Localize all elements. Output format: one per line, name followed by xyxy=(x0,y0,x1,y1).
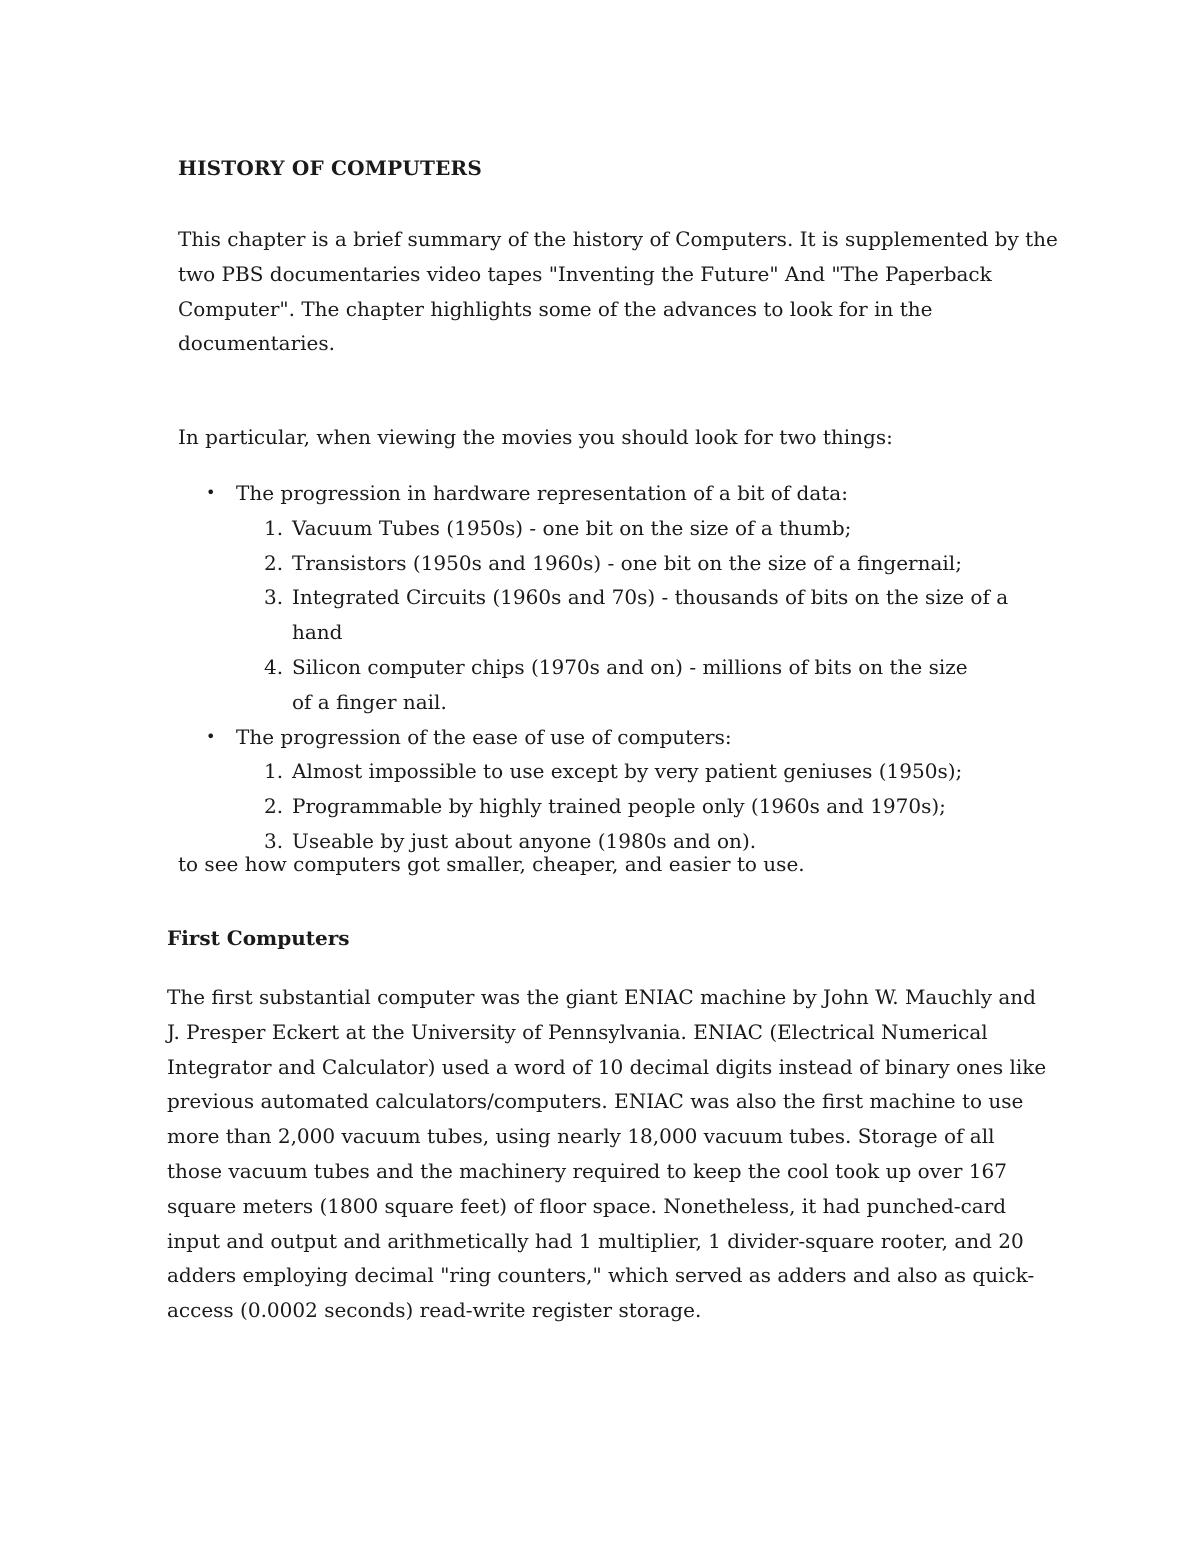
bullet-list xyxy=(206,476,1066,859)
list-item-text: Integrated Circuits (1960s and 70s) - thousands of bits on the size of a hand xyxy=(292,585,1009,645)
list-number: 2. xyxy=(264,794,284,819)
list-item xyxy=(236,580,1042,650)
list-item-text: Almost impossible to use except by very patient geniuses (1950s); xyxy=(292,759,963,784)
list-item xyxy=(236,789,1042,824)
section-title: First Computers xyxy=(167,926,350,950)
bullet-item-hardware xyxy=(206,476,1066,720)
numbered-list-ease-of-use xyxy=(236,754,1066,858)
list-number: 3. xyxy=(264,828,284,853)
list-number: 1. xyxy=(264,759,284,784)
outro-paragraph: to see how computers got smaller, cheaper, and easier to use. xyxy=(178,852,805,876)
list-number: 3. xyxy=(264,585,284,610)
list-item xyxy=(236,511,1042,546)
list-item-text: Useable by just about anyone (1980s and on). xyxy=(292,828,757,853)
list-number: 2. xyxy=(264,550,284,575)
bullet-text: The progression of the ease of use of computers: xyxy=(236,724,732,749)
first-computers-paragraph: The first substantial computer was the giant ENIAC machine by John W. Mauchly and J. Presper Eckert at the University of Pennsylvania. ENIAC (Electrical Numerical Integrator and Calculator) used a word of 10 decimal digits instead of binary ones like previous automated calculators/computers. ENIAC was also the first machine to use more than 2,000 vacuum tubes, using nearly 18,000 vacuum tubes. Storage of all those vacuum tubes and the machinery required to keep the cool took up over 167 square meters (1800 square feet) of floor space. Nonetheless, it had punched-card input and output and arithmetically had 1 multiplier, 1 divider-square rooter, and 20 adders employing decimal "ring counters," which served as adders and also as quick-access (0.0002 seconds) read-write register storage. xyxy=(167,985,1047,1323)
intro-paragraph: This chapter is a brief summary of the history of Computers. It is supplemented by the two PBS documentaries video tapes "Inventing the Future" And "The Paperback Computer". The chapter highlights some of the advances to look for in the documentaries. xyxy=(178,227,1058,356)
bullet-item-ease-of-use xyxy=(206,720,1066,859)
list-item xyxy=(236,754,1042,789)
list-number: 1. xyxy=(264,515,284,540)
bullet-marker: • xyxy=(206,483,216,502)
list-item-text: Vacuum Tubes (1950s) - one bit on the size of a thumb; xyxy=(292,515,852,540)
list-item-text: Silicon computer chips (1970s and on) - millions of bits on the size of a finger nail. xyxy=(292,654,968,714)
numbered-list-hardware xyxy=(236,511,1066,720)
bullet-text: The progression in hardware representation of a bit of data: xyxy=(236,481,848,505)
document-title: HISTORY OF COMPUTERS xyxy=(178,156,482,180)
particular-paragraph: In particular, when viewing the movies you should look for two things: xyxy=(178,425,893,449)
list-number: 4. xyxy=(264,654,284,679)
list-item xyxy=(236,546,1042,581)
bullet-marker: • xyxy=(206,726,216,746)
list-item xyxy=(236,650,982,720)
list-item-text: Programmable by highly trained people only (1960s and 1970s); xyxy=(292,794,946,819)
list-item-text: Transistors (1950s and 1960s) - one bit on the size of a fingernail; xyxy=(292,550,962,575)
